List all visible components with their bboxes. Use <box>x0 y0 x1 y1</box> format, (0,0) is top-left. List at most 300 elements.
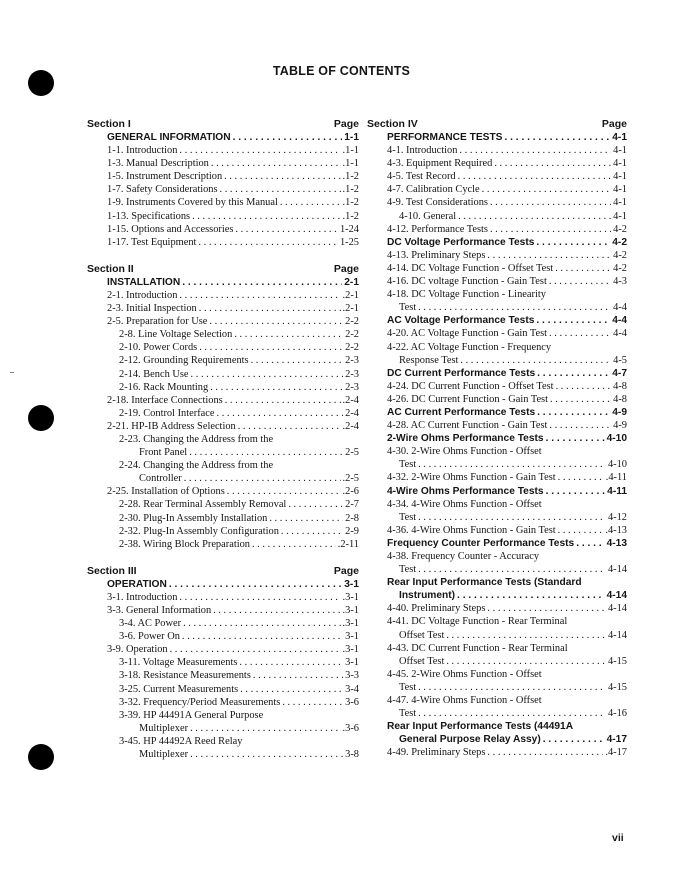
toc-entry <box>367 288 627 301</box>
toc-entry <box>367 144 627 157</box>
toc-entry-page: 4-5 <box>613 354 627 366</box>
toc-entry-page: .2-1 <box>342 289 359 301</box>
toc-entry <box>87 617 359 630</box>
toc-entry-page: .3-1 <box>342 591 359 603</box>
dot-leader <box>282 696 343 709</box>
toc-entry-text: 2-3. Initial Inspection <box>107 303 197 315</box>
dot-leader <box>198 236 338 249</box>
dot-leader <box>555 262 611 275</box>
toc-entry-text: Response Test <box>399 354 459 366</box>
toc-entry <box>87 315 359 328</box>
toc-entry <box>87 748 359 761</box>
dot-leader <box>418 301 611 314</box>
toc-entry <box>87 735 359 748</box>
toc-entry-text: 3-9. Operation <box>107 644 168 656</box>
binder-hole-bottom <box>28 744 54 770</box>
toc-entry-text: 1-13. Specifications <box>107 210 191 222</box>
toc-entry-text: Offset Test <box>399 655 445 667</box>
toc-entry-page: .4-13 <box>605 524 627 536</box>
toc-heading-entry <box>367 720 627 733</box>
toc-entry-text: 4-28. AC Current Function - Gain Test <box>387 420 548 432</box>
toc-entry-page: .2-6 <box>342 486 359 498</box>
toc-entry-text: PERFORMANCE TESTS <box>387 132 503 143</box>
toc-entry <box>367 419 627 432</box>
toc-entry-page: 3-8 <box>345 749 359 761</box>
toc-entry-page: 4-2 <box>613 262 627 274</box>
toc-entry <box>87 170 359 183</box>
toc-entry <box>87 512 359 525</box>
dot-leader <box>234 328 343 341</box>
toc-entry-text: 4-20. AC Voltage Function - Gain Test <box>387 328 548 340</box>
toc-section <box>87 263 359 551</box>
toc-entry <box>367 681 627 694</box>
toc-entry-page: 4-12 <box>607 511 627 523</box>
toc-entry-page: 4-8 <box>613 393 627 405</box>
toc-entry <box>87 183 359 196</box>
toc-entry-page: 2-8 <box>345 512 359 524</box>
toc-entry-text: 4-45. 2-Wire Ohms Function - Offset <box>387 668 542 680</box>
toc-entry-page: 3-4 <box>345 683 359 695</box>
toc-entry-text: GENERAL INFORMATION <box>107 132 231 143</box>
toc-entry-page: 2-7 <box>345 499 359 511</box>
toc-entry-text: 3-3. General Information <box>107 605 212 616</box>
dot-leader <box>418 707 606 720</box>
toc-entry-page: .3-1 <box>342 605 359 616</box>
toc-entry-text: INSTALLATION <box>107 276 181 288</box>
toc-entry <box>87 289 359 302</box>
toc-entry-text: DC Current Performance Tests <box>387 367 536 379</box>
dot-leader <box>209 315 343 328</box>
toc-entry <box>87 210 359 223</box>
dot-leader <box>217 407 344 420</box>
toc-entry-text: Test <box>399 564 417 576</box>
toc-entry-page: 3-1 <box>345 631 359 643</box>
toc-entry <box>87 302 359 315</box>
toc-entry <box>87 433 359 446</box>
toc-heading-entry <box>367 236 627 249</box>
toc-entry <box>367 170 627 183</box>
toc-entry-page: 4-1 <box>613 197 627 209</box>
toc-heading-entry <box>87 276 359 289</box>
toc-heading-entry <box>367 485 627 498</box>
section-label: Section III <box>87 564 137 577</box>
dot-leader <box>446 629 606 642</box>
toc-entry <box>87 683 359 696</box>
toc-entry <box>87 420 359 433</box>
toc-heading-entry <box>367 589 627 602</box>
dot-leader <box>179 289 340 302</box>
dot-leader <box>458 210 611 223</box>
dot-leader <box>184 472 341 485</box>
toc-entry-text: 2-12. Grounding Requirements <box>119 355 249 367</box>
toc-entry-text: AC Voltage Performance Tests <box>387 315 535 327</box>
toc-entry-text: 2-10. Power Cords <box>119 342 198 354</box>
toc-entry <box>87 223 359 236</box>
toc-entry <box>367 655 627 668</box>
toc-entry <box>87 368 359 381</box>
toc-entry-page: 1-24 <box>339 223 359 235</box>
toc-entry-page: .3-6 <box>342 722 359 734</box>
toc-entry <box>87 591 359 604</box>
dot-leader <box>418 681 606 694</box>
toc-entry-text: 4-41. DC Voltage Function - Rear Terminal <box>387 616 568 628</box>
toc-entry-text: 3-32. Frequency/Period Measurements <box>119 696 281 708</box>
page-title: TABLE OF CONTENTS <box>272 64 411 78</box>
dot-leader <box>251 354 344 367</box>
dot-leader <box>199 341 343 354</box>
toc-entry <box>367 275 627 288</box>
toc-entry-text: OPERATION <box>107 578 167 590</box>
dot-leader <box>556 380 612 393</box>
toc-entry-text: 1-9. Instruments Covered by this Manual <box>107 197 278 209</box>
dot-leader <box>238 420 341 433</box>
toc-entry-text: 4-49. Preliminary Steps <box>387 747 486 759</box>
toc-entry <box>87 144 359 157</box>
toc-entry-text: 1-7. Safety Considerations <box>107 184 218 196</box>
toc-entry-text: 1-3. Manual Description <box>107 158 209 170</box>
toc-entry-text: Test <box>399 708 417 720</box>
toc-entry <box>87 538 359 551</box>
toc-entry <box>87 328 359 341</box>
toc-entry-text: 1-1. Introduction <box>107 145 178 157</box>
toc-entry <box>367 602 627 615</box>
toc-section <box>87 118 359 249</box>
dot-leader <box>189 446 343 459</box>
toc-entry-page: 2-2 <box>345 329 359 341</box>
dot-leader <box>536 314 610 327</box>
toc-entry-text: Multiplexer <box>139 722 189 734</box>
toc-entry-page: 4-14 <box>606 590 627 602</box>
toc-entry <box>367 380 627 393</box>
toc-heading-entry <box>367 432 627 445</box>
toc-entry-text: 4-38. Frequency Counter - Accuracy <box>387 551 540 562</box>
dot-leader <box>546 485 606 498</box>
toc-entry-page: 4-9 <box>612 406 627 418</box>
dot-leader <box>576 537 604 550</box>
toc-entry-page: 3-1 <box>344 578 359 590</box>
dot-leader <box>490 196 611 209</box>
toc-entry-text: 2-16. Rack Mounting <box>119 381 209 393</box>
dot-leader <box>190 748 343 761</box>
toc-heading-entry <box>87 131 359 144</box>
toc-entry <box>87 472 359 485</box>
toc-heading-entry <box>367 406 627 419</box>
toc-entry-text: General Purpose Relay Assy) <box>399 734 541 746</box>
toc-entry <box>367 196 627 209</box>
toc-entry-text: 4-12. Performance Tests <box>387 223 488 235</box>
dot-leader <box>487 602 606 615</box>
toc-entry <box>87 630 359 643</box>
toc-entry-text: Rear Input Performance Tests (44491A <box>387 721 574 733</box>
dot-leader <box>213 604 340 617</box>
dot-leader <box>418 458 606 471</box>
toc-entry <box>367 393 627 406</box>
toc-entry-text: 2-38. Wiring Block Preparation <box>119 538 250 550</box>
toc-entry-page: 4-8 <box>613 380 627 392</box>
toc-entry-page: .2-4 <box>342 420 359 432</box>
toc-entry-text: DC Voltage Performance Tests <box>387 236 535 248</box>
section-heading <box>87 263 359 276</box>
toc-entry <box>367 746 627 759</box>
toc-entry-text: 4-16. DC voltage Function - Gain Test <box>387 276 547 288</box>
toc-entry <box>367 642 627 655</box>
toc-entry-text: 3-45. HP 44492A Reed Relay <box>119 735 243 747</box>
dot-leader <box>490 223 611 236</box>
toc-entry-text: 4-30. 2-Wire Ohms Function - Offset <box>387 446 542 458</box>
toc-entry-page: 4-1 <box>612 132 627 143</box>
dot-leader <box>546 432 605 445</box>
toc-entry-page: 4-4 <box>613 328 627 340</box>
toc-entry-page: 4-14 <box>607 564 627 576</box>
toc-entry-text: 4-47. 4-Wire Ohms Function - Offset <box>387 695 542 707</box>
toc-entry-text: 4-3. Equipment Required <box>387 158 493 170</box>
toc-entry <box>367 524 627 537</box>
binder-hole-middle <box>28 405 54 431</box>
toc-entry-page: 4-4 <box>612 315 627 327</box>
toc-entry-page: 4-10 <box>606 433 627 445</box>
toc-entry-text: 4-10. General <box>399 210 457 222</box>
toc-entry-text: 2-1. Introduction <box>107 289 178 301</box>
toc-entry <box>87 643 359 656</box>
dot-leader <box>211 157 341 170</box>
toc-entry <box>367 301 627 314</box>
toc-entry-text: 4-14. DC Voltage Function - Offset Test <box>387 262 554 274</box>
toc-entry-text: 2-Wire Ohms Performance Tests <box>387 433 544 445</box>
page-number: vii <box>612 832 624 844</box>
dot-leader <box>192 210 340 223</box>
toc-entry-page: .4-17 <box>605 747 627 759</box>
toc-entry-text: 2-18. Interface Connections <box>107 394 223 406</box>
toc-entry-text: 3-39. HP 44491A General Purpose <box>119 709 264 721</box>
toc-entry <box>87 196 359 209</box>
section-page-label: Page <box>601 118 627 130</box>
toc-entry-text: 4-36. 4-Wire Ohms Function - Gain Test <box>387 524 556 536</box>
toc-entry-page: .4-11 <box>605 472 627 484</box>
dot-leader <box>487 746 603 759</box>
toc-entry-page: 2-3 <box>345 368 359 380</box>
toc-entry <box>87 341 359 354</box>
toc-entry-text: 4-Wire Ohms Performance Tests <box>387 485 544 497</box>
toc-entry-page: 4-1 <box>613 184 627 196</box>
dot-leader <box>183 617 340 630</box>
toc-right-column <box>367 118 627 760</box>
toc-entry-page: .1-2 <box>342 210 359 222</box>
toc-entry-text: 2-30. Plug-In Assembly Installation <box>119 512 268 524</box>
toc-entry <box>367 629 627 642</box>
toc-entry-page: .2-11 <box>337 538 359 550</box>
dot-leader <box>190 722 340 735</box>
dot-leader <box>225 394 341 407</box>
toc-entry-page: 1-25 <box>339 236 359 248</box>
toc-entry-page: 4-14 <box>607 603 627 615</box>
toc-entry-page: 2-3 <box>345 355 359 367</box>
dot-leader <box>199 302 341 315</box>
toc-entry-page: 4-16 <box>607 708 627 720</box>
toc-entry-text: 2-24. Changing the Address from the <box>119 460 274 472</box>
dot-leader <box>179 144 340 157</box>
section-page-label: Page <box>333 564 359 577</box>
dot-leader <box>418 511 606 524</box>
dot-leader <box>558 524 604 537</box>
dot-leader <box>482 183 612 196</box>
toc-entry-text: 1-15. Options and Accessories <box>107 223 234 235</box>
toc-entry-text: 4-22. AC Voltage Function - Frequency <box>387 341 552 353</box>
toc-entry-text: 2-19. Control Interface <box>119 407 215 419</box>
scan-speck <box>10 372 14 373</box>
toc-entry-page: 4-13 <box>606 537 627 549</box>
dot-leader <box>549 419 611 432</box>
toc-entry <box>367 458 627 471</box>
toc-entry-text: 2-14. Bench Use <box>119 368 189 380</box>
toc-entry <box>87 604 359 617</box>
toc-heading-entry <box>367 733 627 746</box>
toc-entry-text: Test <box>399 511 417 523</box>
toc-entry <box>367 223 627 236</box>
toc-entry-text: 3-11. Voltage Measurements <box>119 657 238 669</box>
toc-entry-text: 2-25. Installation of Options <box>107 486 225 498</box>
section-heading <box>367 118 627 131</box>
toc-entry-text: 1-5. Instrument Description <box>107 171 223 183</box>
toc-entry-page: 4-1 <box>613 171 627 183</box>
dot-leader <box>191 368 344 381</box>
toc-entry <box>367 707 627 720</box>
toc-entry-text: 4-40. Preliminary Steps <box>387 603 486 615</box>
toc-entry-page: 3-6 <box>345 696 359 708</box>
toc-entry-page: 2-2 <box>345 316 359 328</box>
dot-leader <box>182 630 343 643</box>
dot-leader <box>494 157 611 170</box>
toc-entry-text: 2-5. Preparation for Use <box>107 316 208 328</box>
toc-entry-page: 4-2 <box>612 236 627 248</box>
toc-entry <box>87 669 359 682</box>
toc-entry <box>367 262 627 275</box>
toc-entry-text: Test <box>399 302 417 314</box>
toc-entry-text: 3-18. Resistance Measurements <box>119 670 251 682</box>
dot-leader <box>536 236 610 249</box>
toc-entry <box>367 327 627 340</box>
dot-leader <box>504 131 610 144</box>
toc-entry-text: Front Panel <box>139 447 188 459</box>
toc-entry-text: Controller <box>139 473 182 485</box>
dot-leader <box>240 683 343 696</box>
dot-leader <box>543 733 605 746</box>
section-heading <box>87 565 359 578</box>
toc-entry <box>87 354 359 367</box>
toc-entry-page: .1-2 <box>342 197 359 209</box>
section-label: Section I <box>87 118 131 130</box>
toc-entry-text: 2-23. Changing the Address from the <box>119 433 274 445</box>
toc-entry-page: 2-2 <box>345 342 359 354</box>
toc-entry-text: Frequency Counter Performance Tests <box>387 537 575 549</box>
toc-entry <box>367 471 627 484</box>
toc-entry-text: AC Current Performance Tests <box>387 406 536 418</box>
toc-entry <box>87 722 359 735</box>
section-heading <box>87 118 359 131</box>
toc-entry <box>367 511 627 524</box>
toc-entry <box>87 407 359 420</box>
toc-entry-text: 3-25. Current Measurements <box>119 683 239 695</box>
dot-leader <box>233 131 343 144</box>
dot-leader <box>235 223 338 236</box>
toc-entry-page: 4-2 <box>613 223 627 235</box>
toc-entry-text: 2-28. Rear Terminal Assembly Removal <box>119 499 287 511</box>
dot-leader <box>549 275 611 288</box>
toc-entry-page: .1-1 <box>342 145 359 157</box>
toc-entry-page: .2-1 <box>342 303 359 315</box>
dot-leader <box>239 656 343 669</box>
section-label: Section II <box>87 262 134 275</box>
toc-left-column <box>87 118 359 761</box>
toc-entry <box>367 694 627 707</box>
dot-leader <box>227 485 341 498</box>
toc-entry-text: 1-17. Test Equipment <box>107 236 197 248</box>
toc-entry-text: 2-21. HP-IB Address Selection <box>107 420 236 432</box>
toc-entry-text: 4-1. Introduction <box>387 145 458 157</box>
section-label: Section IV <box>367 118 418 130</box>
section-page-label: Page <box>333 262 359 275</box>
dot-leader <box>182 276 342 289</box>
toc-entry <box>87 709 359 722</box>
dot-leader <box>418 563 606 576</box>
toc-entry <box>367 615 627 628</box>
toc-heading-entry <box>367 537 627 550</box>
toc-entry-text: 4-5. Test Record <box>387 171 456 183</box>
toc-entry-page: 2-1 <box>344 276 359 288</box>
dot-leader <box>210 381 343 394</box>
toc-section <box>87 565 359 761</box>
toc-entry-page: 3-3 <box>345 670 359 682</box>
toc-entry <box>87 525 359 538</box>
toc-entry-text: 3-6. Power On <box>119 631 180 643</box>
toc-entry-text: 4-24. DC Current Function - Offset Test <box>387 380 554 392</box>
dot-leader <box>288 498 343 511</box>
toc-entry-page: 4-9 <box>613 420 627 432</box>
toc-entry <box>367 563 627 576</box>
toc-entry-text: 4-9. Test Considerations <box>387 197 488 209</box>
toc-entry <box>367 498 627 511</box>
toc-heading-entry <box>87 578 359 591</box>
toc-entry-page: .1-1 <box>342 158 359 170</box>
toc-entry <box>367 249 627 262</box>
dot-leader <box>460 354 611 367</box>
dot-leader <box>224 170 340 183</box>
dot-leader <box>269 512 343 525</box>
toc-entry-page: .3-1 <box>342 644 359 656</box>
dot-leader <box>179 591 340 604</box>
toc-entry-text: 4-43. DC Current Function - Rear Terminal <box>387 642 568 654</box>
toc-entry-page: 4-1 <box>613 145 627 157</box>
toc-entry-page: 2-9 <box>345 525 359 537</box>
toc-section <box>367 118 627 760</box>
toc-entry <box>367 157 627 170</box>
toc-entry <box>367 550 627 563</box>
toc-entry-page: 1-1 <box>344 132 359 143</box>
toc-entry-page: 4-14 <box>607 629 627 641</box>
toc-entry-page: 2-3 <box>345 381 359 393</box>
toc-entry-text: 3-4. AC Power <box>119 618 182 630</box>
toc-entry <box>367 354 627 367</box>
toc-entry-text: Offset Test <box>399 629 445 641</box>
toc-entry-text: Instrument) <box>399 590 456 602</box>
toc-entry <box>87 394 359 407</box>
toc-entry-text: Rear Input Performance Tests (Standard <box>387 577 582 589</box>
dot-leader <box>537 367 610 380</box>
toc-entry <box>87 381 359 394</box>
toc-entry-page: 4-4 <box>613 302 627 314</box>
dot-leader <box>253 669 343 682</box>
section-page-label: Page <box>333 118 359 130</box>
toc-entry <box>87 157 359 170</box>
